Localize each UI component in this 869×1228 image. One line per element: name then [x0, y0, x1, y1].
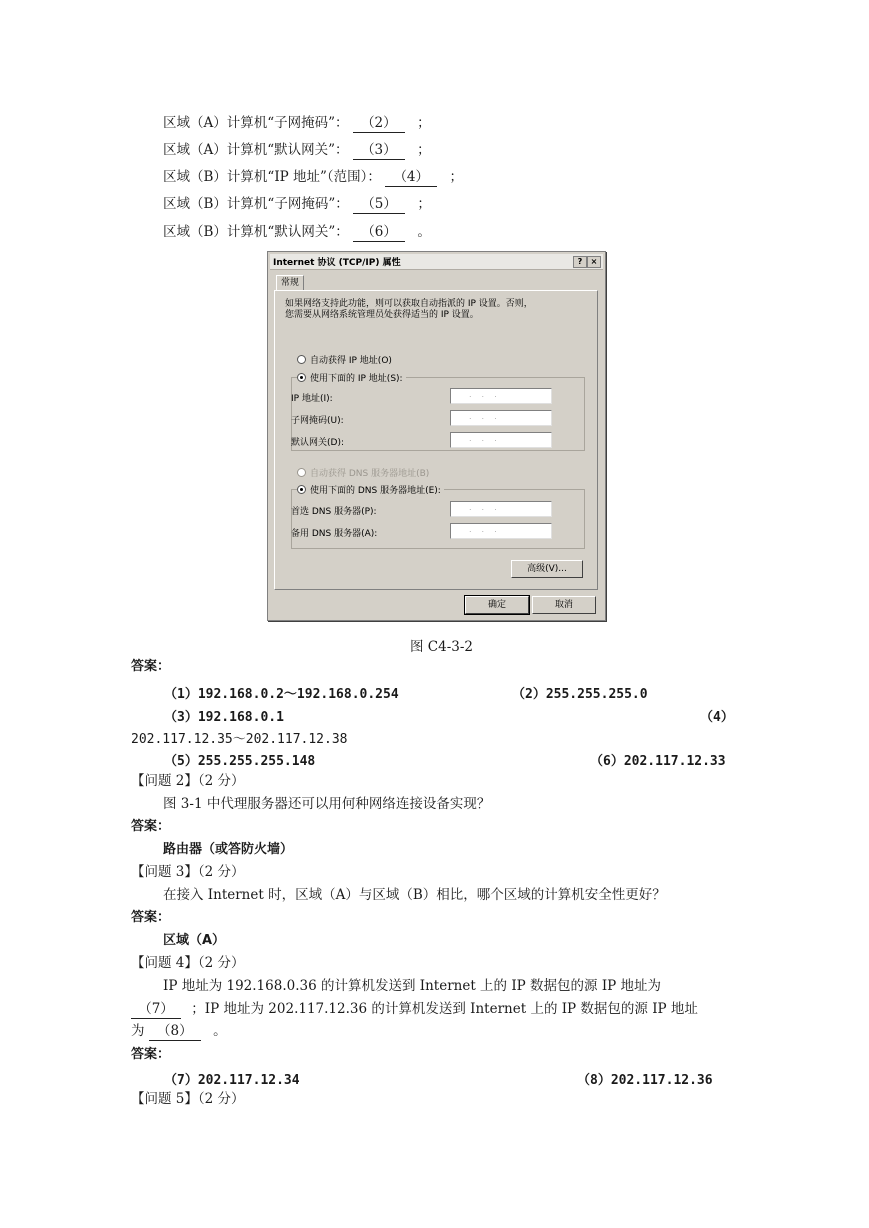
question-3-title: 【问题 3】（2 分）	[131, 864, 245, 880]
close-icon[interactable]: ×	[587, 256, 601, 268]
line-suffix: ；	[417, 142, 431, 158]
tcpip-properties-dialog	[267, 251, 606, 621]
blank-6: （6）	[353, 223, 405, 242]
line-suffix: 。	[417, 224, 431, 240]
radio-unchecked-icon	[297, 355, 306, 364]
question-4-line-3-suffix: 。	[213, 1023, 227, 1039]
line-prefix: 区域（B）计算机“默认网关”：	[163, 224, 349, 240]
general-panel	[274, 290, 598, 590]
blank-8: （8）	[149, 1022, 201, 1041]
question-line-3	[163, 141, 431, 160]
alternate-dns-field[interactable]: ...	[450, 523, 552, 539]
question-line-2	[163, 114, 431, 133]
answer-1: （1）192.168.0.2～192.168.0.254	[164, 687, 399, 702]
answer-8: （8）202.117.12.36	[577, 1073, 713, 1088]
answer-q2: 路由器（或答防火墙）	[163, 842, 294, 857]
default-gateway-field[interactable]: ...	[450, 432, 552, 448]
description-line-1: 如果网络支持此功能，则可以获取自动指派的 IP 设置。否则，	[285, 299, 533, 309]
tab-general[interactable]: 常规	[276, 275, 304, 290]
radio-auto-dns-label: 自动获得 DNS 服务器地址(B)	[310, 469, 430, 479]
radio-checked-icon	[297, 373, 306, 382]
blank-3: （3）	[353, 141, 405, 160]
preferred-dns-field[interactable]: ...	[450, 501, 552, 517]
ok-button[interactable]: 确定	[465, 596, 529, 614]
description-line-2: 您需要从网络系统管理员处获得适当的 IP 设置。	[285, 310, 479, 320]
question-4-line-2-text: ；IP 地址为 202.117.12.36 的计算机发送到 Internet 上的 IP 数据包的源 IP 地址	[191, 1001, 698, 1017]
question-line-6	[163, 223, 431, 242]
question-4-line-2	[131, 1000, 698, 1019]
figure-caption: 图 C4-3-2	[410, 639, 474, 655]
answer-3: （3）192.168.0.1	[164, 710, 284, 725]
question-line-5	[163, 195, 431, 214]
question-4-line-1: IP 地址为 192.168.0.36 的计算机发送到 Internet 上的 IP 数据包的源 IP 地址为	[163, 978, 662, 994]
answer-2: （2）255.255.255.0	[512, 687, 648, 702]
advanced-button[interactable]: 高级(V)...	[511, 560, 583, 578]
dialog-title: Internet 协议 (TCP/IP) 属性	[273, 258, 401, 268]
cancel-button[interactable]: 取消	[532, 596, 596, 614]
answer-label-1: 答案：	[131, 659, 171, 674]
answer-q3: 区域（A）	[163, 933, 226, 948]
radio-manual-dns[interactable]	[297, 483, 444, 496]
question-4-line-3	[131, 1022, 227, 1041]
answer-label-3: 答案：	[131, 910, 171, 925]
ip-address-field[interactable]: ...	[450, 388, 552, 404]
radio-manual-ip-label: 使用下面的 IP 地址(S):	[310, 374, 403, 384]
blank-4: （4）	[385, 168, 437, 187]
line-suffix: ；	[449, 169, 464, 185]
radio-manual-ip[interactable]	[297, 371, 406, 384]
answer-label-4: 答案：	[131, 1047, 171, 1062]
radio-auto-ip-label: 自动获得 IP 地址(O)	[310, 356, 392, 366]
answer-7: （7）202.117.12.34	[164, 1073, 300, 1088]
answer-4-tail: 202.117.12.35～202.117.12.38	[131, 732, 348, 747]
line-suffix: ；	[417, 196, 431, 212]
blank-5: （5）	[353, 195, 405, 214]
blank-7: （7）	[131, 1000, 181, 1019]
question-3-text: 在接入 Internet 时，区域（A）与区域（B）相比，哪个区域的计算机安全性更好？	[163, 887, 666, 903]
radio-auto-dns[interactable]	[297, 466, 429, 479]
dialog-titlebar	[270, 254, 603, 270]
answer-label-2: 答案：	[131, 819, 171, 834]
line-prefix: 区域（A）计算机“子网掩码”：	[163, 115, 349, 131]
default-gateway-label: 默认网关(D):	[291, 438, 344, 448]
answer-6: （6）202.117.12.33	[590, 754, 726, 769]
question-5-title: 【问题 5】（2 分）	[131, 1091, 245, 1107]
answer-5: （5）255.255.255.148	[164, 754, 316, 769]
subnet-mask-field[interactable]: ...	[450, 410, 552, 426]
question-line-4	[163, 168, 463, 187]
question-2-text: 图 3-1 中代理服务器还可以用何种网络连接设备实现？	[163, 796, 491, 812]
preferred-dns-label: 首选 DNS 服务器(P):	[291, 507, 377, 517]
alternate-dns-label: 备用 DNS 服务器(A):	[291, 529, 378, 539]
question-2-title: 【问题 2】（2 分）	[131, 773, 245, 789]
dns-group-box	[291, 489, 585, 549]
line-prefix: 区域（A）计算机“默认网关”：	[163, 142, 349, 158]
answer-4-head: （4）	[700, 710, 734, 725]
question-4-title: 【问题 4】（2 分）	[131, 955, 245, 971]
help-icon[interactable]: ?	[573, 256, 587, 268]
ip-address-label: IP 地址(I):	[291, 394, 333, 404]
radio-checked-icon	[297, 485, 306, 494]
blank-2: （2）	[353, 114, 405, 133]
radio-auto-ip[interactable]	[297, 353, 392, 366]
question-4-line-3-prefix: 为	[131, 1023, 145, 1039]
line-prefix: 区域（B）计算机“子网掩码”：	[163, 196, 349, 212]
dialog-description	[285, 299, 533, 321]
line-prefix: 区域（B）计算机“IP 地址”（范围）：	[163, 169, 381, 185]
subnet-mask-label: 子网掩码(U):	[291, 416, 344, 426]
line-suffix: ；	[417, 115, 431, 131]
radio-manual-dns-label: 使用下面的 DNS 服务器地址(E):	[310, 486, 441, 496]
radio-disabled-icon	[297, 468, 306, 477]
